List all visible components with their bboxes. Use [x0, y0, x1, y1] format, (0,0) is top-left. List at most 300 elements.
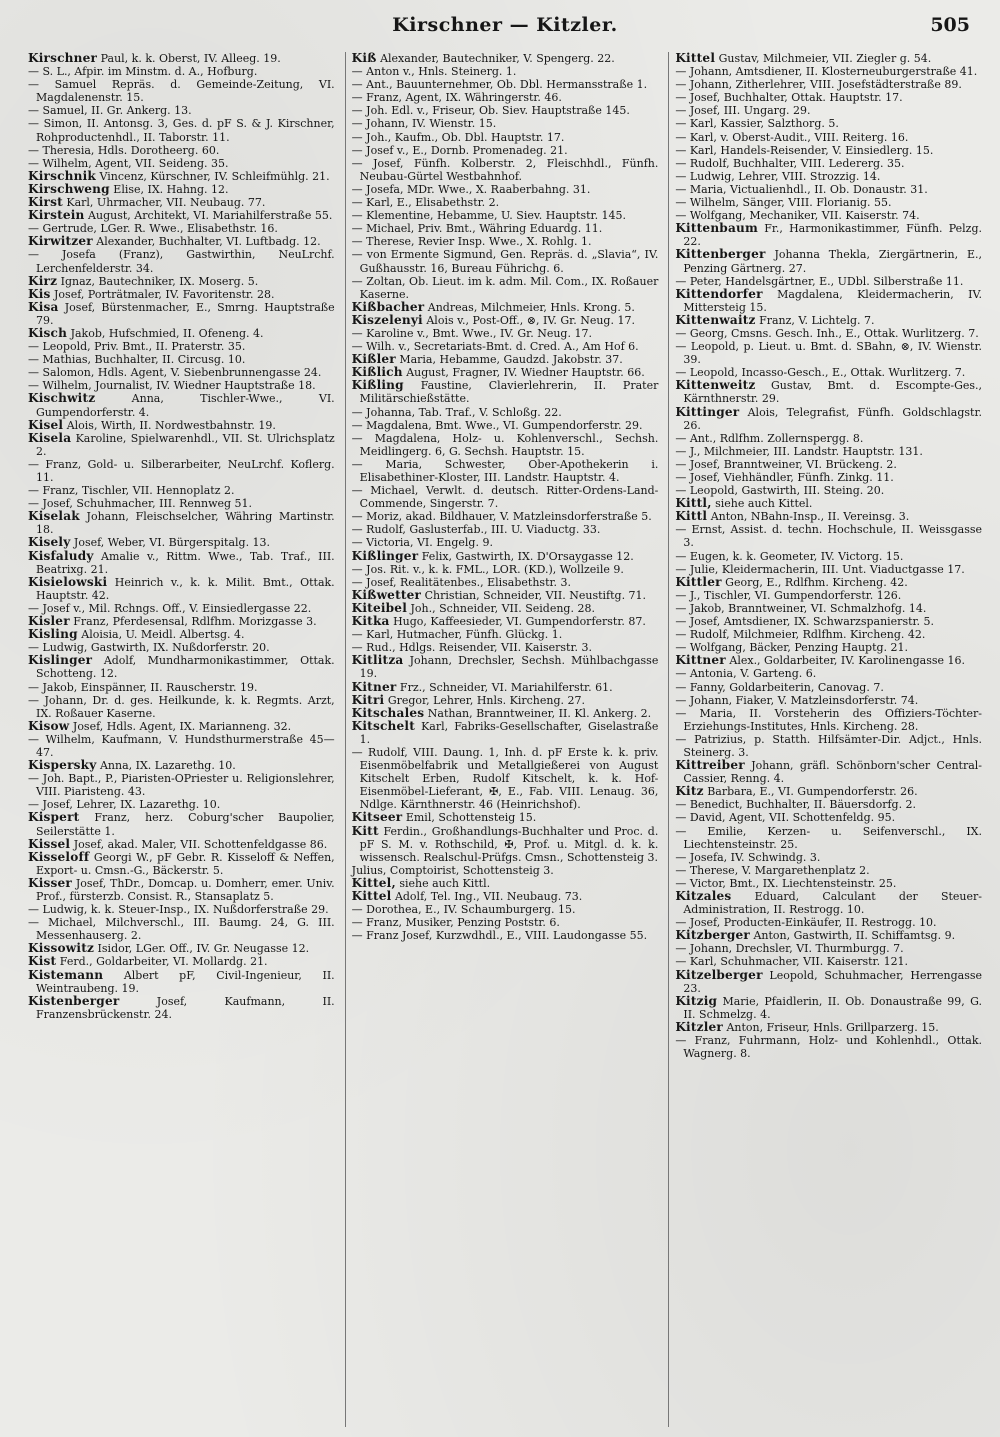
entry-surname: Kisfaludy — [28, 548, 94, 563]
directory-entry — [352, 746, 659, 811]
column-middle — [345, 52, 663, 1427]
entry-surname: Kiß — [351, 52, 377, 65]
entry-text: — Rudolf, Buchhalter, VIII. Ledererg. 35. — [675, 156, 905, 170]
entry-text: Maria, Hebamme, Gaudzd. Jakobstr. 37. — [395, 353, 623, 367]
entry-surname: Kitschales — [351, 705, 425, 720]
directory-entry — [675, 864, 982, 877]
entry-text: — Victor, Bmt., IX. Liechtensteinstr. 25. — [675, 876, 897, 890]
entry-text: — Karoline v., Bmt. Wwe., IV. Gr. Neug. 17. — [351, 326, 592, 340]
directory-entry — [352, 929, 659, 942]
directory-entry — [352, 419, 659, 432]
directory-entry — [675, 942, 982, 955]
entry-surname: Kisielowski — [28, 574, 108, 589]
entry-text: Emil, Schottensteig 15. — [402, 811, 537, 825]
entry-surname: Kirz — [28, 273, 58, 288]
entry-text: Johanna Thekla, Ziergärtnerin, E., Penzing Gärtnerg. 27. — [683, 248, 983, 275]
entry-text: — Wilhelm, Agent, VII. Seideng. 35. — [28, 156, 229, 170]
entry-text: Nathan, Branntweiner, II. Kl. Ankerg. 2. — [424, 706, 652, 720]
directory-entry — [675, 144, 982, 157]
entry-text: — Emilie, Kerzen- u. Seifenverschl., IX. Liechtensteinstr. 25. — [675, 824, 983, 851]
entry-text: — Victoria, VI. Engelg. 9. — [351, 536, 493, 550]
directory-entry — [352, 550, 659, 563]
directory-entry — [28, 733, 335, 759]
directory-entry — [28, 117, 335, 143]
directory-entry — [675, 222, 982, 248]
directory-entry — [28, 550, 335, 576]
directory-entry — [675, 694, 982, 707]
directory-entry — [352, 209, 659, 222]
entry-text: Josef, Hdls. Agent, IX. Marianneng. 32. — [69, 719, 292, 733]
entry-surname: Kirstein — [28, 208, 85, 223]
directory-entry — [352, 864, 659, 877]
directory-entry — [675, 170, 982, 183]
directory-entry — [28, 681, 335, 694]
entry-surname: Kittel — [351, 889, 392, 903]
entry-text: — Johann, Fiaker, V. Matzleinsdorferstr. 74. — [675, 693, 919, 707]
entry-text: — Ant., Bauunternehmer, Ob. Dbl. Hermansstraße 1. — [351, 78, 648, 92]
entry-surname: Kißwetter — [351, 587, 422, 602]
directory-entry — [675, 288, 982, 314]
entry-surname: Kißlinger — [351, 548, 419, 563]
directory-entry — [675, 969, 982, 995]
entry-text: — Franz, Musiker, Penzing Poststr. 6. — [351, 916, 560, 930]
directory-entry — [675, 602, 982, 615]
entry-text: — Josef, Buchhalter, Ottak. Hauptstr. 17. — [675, 91, 903, 105]
directory-entry — [675, 615, 982, 628]
entry-text: — Michael, Priv. Bmt., Währing Eduardg. 11. — [351, 222, 603, 236]
directory-entry — [352, 458, 659, 484]
entry-surname: Kisow — [28, 718, 70, 733]
directory-entry — [675, 825, 982, 851]
entry-text: — Antonia, V. Garteng. 6. — [675, 667, 817, 681]
entry-surname: Kirwitzer — [28, 234, 93, 249]
entry-text: Albert pF, Civil-Ingenieur, II. Weintraubeng. 19. — [36, 968, 335, 995]
entry-text: Josef, Bürstenmacher, E., Smrng. Hauptstraße 79. — [36, 300, 335, 327]
entry-text: Elise, IX. Hahng. 12. — [109, 182, 229, 196]
directory-entry — [675, 327, 982, 340]
entry-text: — Franz, Fuhrmann, Holz- und Kohlenhdl., Ottak. Wagnerg. 8. — [675, 1034, 983, 1061]
entry-text: — J., Tischler, VI. Gumpendorferstr. 126. — [675, 588, 902, 602]
directory-entry — [675, 510, 982, 523]
directory-entry — [675, 929, 982, 942]
entry-text: Alois v., Post-Off., ⊗, IV. Gr. Neug. 17. — [422, 313, 635, 327]
directory-entry — [675, 340, 982, 366]
entry-text: Barbara, E., VI. Gumpendorferstr. 26. — [703, 785, 918, 799]
entry-text: — Wilhelm, Journalist, IV. Wiedner Hauptstraße 18. — [28, 379, 316, 393]
directory-entry — [352, 681, 659, 694]
entry-text: August, Fragner, IV. Wiedner Hauptstr. 66. — [402, 366, 645, 380]
entry-surname: Kissowitz — [28, 941, 95, 956]
directory-entry — [352, 654, 659, 680]
entry-text: — Karl, v. Oberst-Audit., VIII. Reiterg. 16. — [675, 130, 909, 144]
directory-entry — [675, 851, 982, 864]
directory-entry — [675, 890, 982, 916]
entry-text: Karoline, Spielwarenhdl., VII. St. Ulrichsplatz 2. — [36, 431, 335, 458]
entry-surname: Kittreiber — [675, 758, 745, 773]
directory-entry — [352, 484, 659, 510]
entry-text: — Wolfgang, Mechaniker, VII. Kaiserstr. 74. — [675, 209, 920, 223]
entry-surname: Kittinger — [675, 404, 740, 419]
entry-text: — Ludwig, Lehrer, VIII. Strozzig. 14. — [675, 169, 881, 183]
entry-surname: Kisela — [28, 430, 72, 445]
entry-text: — Joh., Kaufm., Ob. Dbl. Hauptstr. 17. — [351, 130, 565, 144]
entry-surname: Kittenwaitz — [675, 312, 756, 327]
page-header — [30, 14, 980, 44]
entry-text: — Johann, Dr. d. ges. Heilkunde, k. k. Regmts. Arzt, IX. Roßauer Kaserne. — [28, 693, 335, 720]
entry-surname: Kirschner — [28, 52, 98, 65]
directory-entry — [675, 117, 982, 130]
entry-surname: Kist — [28, 954, 57, 969]
entry-text: Christian, Schneider, VII. Neustiftg. 71. — [421, 588, 647, 602]
entry-text: — Peter, Handelsgärtner, E., UDbl. Silberstraße 11. — [675, 274, 964, 288]
entry-text: — Anton v., Hnls. Steinerg. 1. — [351, 65, 517, 79]
entry-text: — Josef, III. Ungarg. 29. — [675, 104, 811, 118]
directory-entry — [675, 667, 982, 680]
entry-surname: Kißler — [351, 352, 396, 367]
entry-text: Anton, Gastwirth, II. Schiffamtsg. 9. — [749, 929, 956, 943]
directory-entry — [352, 406, 659, 419]
entry-text: Karl, Uhrmacher, VII. Neubaug. 77. — [62, 196, 266, 210]
entry-text: Leopold, Schuhmacher, Herrengasse 23. — [683, 968, 983, 995]
entry-text: — Josef, Branntweiner, VI. Brückeng. 2. — [675, 457, 897, 471]
entry-surname: Kistenberger — [28, 993, 120, 1008]
entry-surname: Kispert — [28, 810, 80, 825]
directory-entry — [675, 406, 982, 432]
entry-text: — Franz, Agent, IX. Währingerstr. 46. — [351, 91, 562, 105]
entry-text: — Karl, Kassier, Salzthorg. 5. — [675, 117, 839, 131]
entry-text: Fr., Harmonikastimmer, Fünfh. Pelzg. 22. — [683, 222, 983, 249]
entry-text: Heinrich v., k. k. Milit. Bmt., Ottak. Hauptstr. 42. — [36, 575, 335, 602]
entry-text: Vincenz, Kürschner, IV. Schleifmühlg. 21. — [96, 169, 330, 183]
entry-surname: Kisel — [28, 417, 64, 432]
directory-entry — [675, 104, 982, 117]
directory-entry — [28, 903, 335, 916]
directory-entry — [675, 523, 982, 549]
directory-entry — [675, 248, 982, 274]
entry-text: — Josef, Realitätenbes., Elisabethstr. 3. — [351, 575, 572, 589]
entry-text: — Leopold, Incasso-Gesch., E., Ottak. Wurlitzerg. 7. — [675, 366, 966, 380]
entry-text: Aloisia, U. Meidl. Albertsg. 4. — [77, 628, 245, 642]
entry-text: — Joh. Edl. v., Friseur, Ob. Siev. Hauptstraße 145. — [351, 104, 630, 118]
entry-text: — Gertrude, LGer. R. Wwe., Elisabethstr. 16. — [28, 222, 278, 236]
directory-entry — [675, 681, 982, 694]
entry-text: Isidor, LGer. Off., IV. Gr. Neugasse 12. — [94, 942, 310, 956]
directory-entry — [28, 419, 335, 432]
entry-text: — Johann, IV. Wienstr. 15. — [351, 117, 497, 131]
entry-text: — Eugen, k. k. Geometer, IV. Victorg. 15. — [675, 549, 904, 563]
entry-surname: Kirst — [28, 195, 63, 210]
directory-entry — [675, 52, 982, 65]
directory-entry — [352, 222, 659, 235]
entry-text: — Josef, Producten-Einkäufer, II. Restrogg. 10. — [675, 916, 937, 930]
directory-entry — [352, 890, 659, 903]
directory-entry — [352, 523, 659, 536]
entry-surname: Kitlitza — [351, 653, 404, 668]
entry-surname: Kittel, — [351, 875, 396, 890]
entry-text: Marie, Pfaidlerin, II. Ob. Donaustraße 99, G. II. Schmelzg. 4. — [683, 994, 983, 1021]
directory-entry — [675, 811, 982, 824]
entry-text: — Johann, Drechsler, VI. Thurmburgg. 7. — [675, 942, 904, 956]
entry-surname: Kisely — [28, 535, 71, 550]
entry-text: Paul, k. k. Oberst, IV. Alleeg. 19. — [97, 52, 281, 65]
entry-text: Franz, V. Lichtelg. 7. — [755, 313, 875, 327]
directory-entry — [352, 327, 659, 340]
entry-surname: Kittl, — [675, 496, 712, 511]
directory-entry — [28, 327, 335, 340]
directory-entry — [352, 379, 659, 405]
directory-entry — [675, 91, 982, 104]
entry-surname: Kittenweitz — [675, 378, 756, 393]
entry-text: — Jakob, Einspänner, II. Rauscherstr. 19. — [28, 680, 258, 694]
entry-surname: Kissel — [28, 836, 71, 851]
entry-surname: Kittendorfer — [675, 286, 763, 301]
directory-entry — [675, 1034, 982, 1060]
entry-text: Franz, herz. Coburg'scher Baupolier, Seilerstätte 1. — [36, 811, 335, 838]
directory-entry — [352, 248, 659, 274]
page-number: 505 — [930, 14, 970, 36]
entry-text: Faustine, Clavierlehrerin, II. Prater Militärschießstätte. — [359, 379, 659, 406]
entry-text: — Josefa (Franz), Gastwirthin, NeuLrchf. Lerchenfelderstr. 34. — [28, 248, 335, 275]
directory-entry — [675, 654, 982, 667]
directory-entry — [352, 65, 659, 78]
directory-entry — [675, 183, 982, 196]
directory-entry — [352, 52, 659, 65]
entry-text: Joh., Schneider, VII. Seideng. 28. — [407, 601, 595, 615]
entry-text: — Josef, Viehhändler, Fünfh. Zinkg. 11. — [675, 471, 894, 484]
directory-entry — [675, 589, 982, 602]
directory-entry — [28, 235, 335, 248]
directory-entry — [28, 484, 335, 497]
entry-text: Andreas, Milchmeier, Hnls. Krong. 5. — [424, 300, 635, 314]
entry-surname: Kitzberger — [675, 928, 750, 943]
entry-text: — Ernst, Assist. d. techn. Hochschule, II. Weissgasse 3. — [675, 523, 983, 550]
directory-entry — [675, 484, 982, 497]
entry-surname: Kitzales — [675, 889, 732, 903]
directory-entry — [352, 117, 659, 130]
entry-text: — Franz Josef, Kurzwdhdl., E., VIII. Laudongasse 55. — [351, 929, 648, 943]
column-left — [28, 52, 339, 1427]
entry-text: Jakob, Hufschmied, II. Ofeneng. 4. — [67, 326, 264, 340]
entry-text: Josef, Porträtmaler, IV. Favoritenstr. 28. — [50, 287, 275, 301]
entry-surname: Kisseloff — [28, 849, 90, 864]
directory-entry — [352, 510, 659, 523]
directory-entry — [675, 458, 982, 471]
directory-columns — [28, 52, 986, 1427]
entry-surname: Kitzelberger — [675, 967, 763, 982]
column-right — [668, 52, 986, 1427]
directory-entry — [675, 314, 982, 327]
directory-entry — [352, 811, 659, 824]
entry-text: — Franz, Tischler, VII. Hennoplatz 2. — [28, 484, 235, 498]
directory-entry — [28, 392, 335, 418]
directory-entry — [352, 144, 659, 157]
directory-entry — [352, 340, 659, 353]
directory-entry — [675, 432, 982, 445]
entry-text: — Ludwig, k. k. Steuer-Insp., IX. Nußdorferstraße 29. — [28, 903, 329, 917]
directory-entry — [28, 458, 335, 484]
entry-surname: Kittl — [675, 509, 708, 524]
entry-surname: Kitzler — [675, 1019, 723, 1034]
directory-entry — [28, 654, 335, 680]
directory-entry — [28, 104, 335, 117]
directory-entry — [675, 78, 982, 91]
entry-surname: Kisling — [28, 627, 78, 642]
directory-entry — [675, 576, 982, 589]
entry-text: — Josef, Fünfh. Kolberstr. 2, Fleischhdl., Fünfh. Neubau-Gürtel Westbahnhof. — [351, 156, 659, 183]
directory-entry — [28, 340, 335, 353]
entry-surname: Kisler — [28, 614, 70, 629]
directory-entry — [28, 851, 335, 877]
entry-text: — Wilhelm, Sänger, VIII. Florianig. 55. — [675, 196, 892, 210]
directory-entry — [28, 628, 335, 641]
entry-text: — Moriz, akad. Bildhauer, V. Matzleinsdorferstraße 5. — [351, 510, 652, 524]
entry-text: — Leopold, p. Lieut. u. Bmt. d. SBahn, ⊗, IV. Wienstr. 39. — [675, 340, 983, 367]
entry-surname: Kißlich — [351, 365, 403, 380]
entry-text: — Johanna, Tab. Traf., V. Schloßg. 22. — [351, 405, 562, 419]
directory-entry — [352, 196, 659, 209]
directory-entry — [28, 248, 335, 274]
entry-text: Ignaz, Bautechniker, IX. Moserg. 5. — [57, 274, 259, 288]
directory-entry — [28, 995, 335, 1021]
directory-entry — [28, 275, 335, 288]
directory-entry — [28, 694, 335, 720]
directory-entry — [28, 52, 335, 65]
entry-text: Anton, NBahn-Insp., II. Vereinsg. 3. — [707, 510, 910, 524]
entry-text: — Rudolf, Gaslusterfab., III. U. Viaductg. 33. — [351, 523, 601, 537]
entry-text: Josef, ThDr., Domcap. u. Domherr, emer. Univ. Prof., fürsterzb. Consist. R., Stansaplatz 5. — [36, 876, 335, 903]
directory-entry — [675, 157, 982, 170]
directory-entry — [675, 471, 982, 484]
entry-surname: Kitseer — [351, 810, 403, 825]
entry-text: — David, Agent, VII. Schottenfeldg. 95. — [675, 811, 896, 825]
entry-surname: Kittenberger — [675, 247, 766, 262]
directory-entry — [352, 104, 659, 117]
directory-entry — [28, 144, 335, 157]
entry-text: — Leopold, Gastwirth, III. Steing. 20. — [675, 484, 885, 498]
entry-text: Josef, Kaufmann, II. Franzensbrückenstr. 24. — [36, 994, 335, 1021]
entry-text: — Maria, Victualienhdl., II. Ob. Donaustr. 31. — [675, 182, 928, 196]
entry-text: — Mathias, Buchhalter, II. Circusg. 10. — [28, 353, 246, 367]
directory-entry — [675, 196, 982, 209]
entry-text: — Michael, Verwlt. d. deutsch. Ritter-Ordens-Land-Commende, Singerstr. 7. — [351, 484, 659, 511]
directory-entry — [675, 550, 982, 563]
entry-text: Frz., Schneider, VI. Mariahilferstr. 61. — [396, 680, 613, 694]
entry-text: — Karl, Handels-Reisender, V. Einsiedlerg. 15. — [675, 143, 934, 157]
entry-surname: Kitri — [351, 692, 385, 707]
entry-text: — Josefa, MDr. Wwe., X. Raaberbahng. 31. — [351, 182, 591, 196]
directory-entry — [675, 445, 982, 458]
directory-entry — [352, 825, 659, 864]
entry-text: Alois, Telegrafist, Fünfh. Goldschlagstr. 26. — [683, 405, 983, 432]
directory-entry — [28, 759, 335, 772]
page-title: Kirschner — Kitzler. — [392, 14, 618, 36]
entry-text: August, Architekt, VI. Mariahilferstraße 55. — [84, 209, 333, 223]
entry-text: — Therese, V. Margarethenplatz 2. — [675, 863, 870, 877]
directory-entry — [28, 65, 335, 78]
directory-entry — [28, 78, 335, 104]
entry-text: siehe auch Kittl. — [395, 876, 491, 890]
entry-text: — Fanny, Goldarbeiterin, Canovag. 7. — [675, 680, 884, 694]
entry-text: — Ludwig, Gastwirth, IX. Nußdorferstr. 20. — [28, 641, 270, 655]
directory-entry — [28, 602, 335, 615]
entry-surname: Kittel — [675, 52, 716, 65]
directory-entry — [352, 903, 659, 916]
entry-text: Alex., Goldarbeiter, IV. Karolinengasse 16. — [725, 654, 966, 668]
directory-entry — [28, 183, 335, 196]
entry-text: Eduard, Calculant der Steuer-Administration, II. Restrogg. 10. — [683, 890, 983, 917]
entry-text: — Patrizius, p. Statth. Hilfsämter-Dir. Adjct., Hnls. Steinerg. 3. — [675, 732, 983, 759]
directory-entry — [352, 314, 659, 327]
entry-text: — Leopold, Priv. Bmt., II. Praterstr. 35. — [28, 340, 246, 354]
entry-text: Gustav, Bmt. d. Escompte-Ges., Kärnthnerstr. 29. — [683, 379, 983, 406]
directory-entry — [352, 615, 659, 628]
directory-entry — [675, 733, 982, 759]
entry-text: — Magdalena, Bmt. Wwe., VI. Gumpendorferstr. 29. — [351, 418, 643, 432]
entry-text: — Josef v., E., Dornb. Promenadeg. 21. — [351, 143, 568, 157]
directory-entry — [352, 275, 659, 301]
entry-text: Julius, Comptoirist, Schottensteig 3. — [351, 863, 554, 877]
entry-surname: Kisser — [28, 875, 72, 890]
entry-text: Ferdin., Großhandlungs-Buchhalter und Proc. d. pF S. M. v. Rothschild, ✠, Prof. u. Mitgl. d. k. k. wissensch. Realschul-Prüfgs. Cmsn., Schottensteig 3. — [359, 824, 659, 864]
entry-text: Georg, E., Rdlfhm. Kircheng. 42. — [721, 575, 908, 589]
directory-entry — [675, 379, 982, 405]
entry-text: — Josef v., Mil. Rchngs. Off., V. Einsiedlergasse 22. — [28, 601, 312, 615]
entry-text: Gregor, Lehrer, Hnls. Kircheng. 27. — [384, 693, 586, 707]
entry-text: — Julie, Kleidermacherin, III. Unt. Viaductgasse 17. — [675, 562, 965, 576]
entry-text: — Klementine, Hebamme, U. Siev. Hauptstr. 145. — [351, 209, 627, 223]
entry-surname: Kistemann — [28, 967, 104, 982]
entry-surname: Kispersky — [28, 758, 97, 773]
directory-entry — [352, 235, 659, 248]
entry-text: — Johann, Amtsdiener, II. Klosterneuburgerstraße 41. — [675, 65, 978, 79]
directory-entry — [675, 798, 982, 811]
entry-text: — Jakob, Branntweiner, VI. Schmalzhofg. 14. — [675, 601, 927, 615]
directory-entry — [675, 707, 982, 733]
entry-text: — Samuel Repräs. d. Gemeinde-Zeitung, VI. Magdalenenstr. 15. — [28, 78, 335, 105]
entry-text: — Karl, Schuhmacher, VII. Kaiserstr. 121. — [675, 955, 909, 969]
directory-entry — [352, 720, 659, 746]
entry-text: — Josef, Lehrer, IX. Lazarethg. 10. — [28, 798, 221, 812]
entry-text: — S. L., Afpir. im Minstm. d. A., Hofburg. — [28, 65, 258, 79]
directory-entry — [352, 563, 659, 576]
entry-text: — von Ermente Sigmund, Gen. Repräs. d. „Slavia“, IV. Gußhausstr. 16, Bureau Führichg. 6. — [351, 248, 659, 275]
entry-text: Anna, IX. Lazarethg. 10. — [96, 759, 236, 773]
entry-surname: Kislinger — [28, 653, 93, 668]
entry-text: — Rudolf, Milchmeier, Rdlfhm. Kircheng. 42. — [675, 628, 926, 642]
directory-entry — [352, 916, 659, 929]
entry-text: — Benedict, Buchhalter, II. Bäuersdorfg. 2. — [675, 798, 917, 812]
entry-text: — Karl, Hutmacher, Fünfh. Glückg. 1. — [351, 628, 563, 642]
entry-text: Hugo, Kaffeesieder, VI. Gumpendorferstr. 87. — [389, 615, 646, 629]
entry-text: Alexander, Buchhalter, VI. Luftbadg. 12. — [92, 235, 321, 249]
entry-text: — Rudolf, VIII. Daung. 1, Inh. d. pF Erste k. k. priv. Eisenmöbelfabrik und Metallgießerei von August Kitschelt Erben, Rudolf Kitschelt, k. k. Hof-Eisenmöbel-Lieferant, ✠, E., Fab. VIII. Lenaug. 36, Ndlge. Kärnthnerstr. 46 (Heinrichshof). — [351, 745, 659, 812]
entry-surname: Kisch — [28, 325, 68, 340]
entry-text: — Simon, II. Antonsg. 3, Ges. d. pF S. & J. Kirschner, Rohproductenhdl., II. Taborstr. 11. — [28, 117, 335, 144]
entry-text: — Salomon, Hdls. Agent, V. Siebenbrunnengasse 24. — [28, 366, 322, 380]
directory-entry — [352, 157, 659, 183]
entry-text: — Rud., Hdlgs. Reisender, VII. Kaiserstr. 3. — [351, 641, 592, 655]
directory-entry — [675, 131, 982, 144]
entry-text: Alois, Wirth, II. Nordwestbahnstr. 19. — [63, 418, 276, 432]
entry-surname: Kißbacher — [351, 299, 425, 314]
entry-text: — Josef, Amtsdiener, IX. Schwarzspanierstr. 5. — [675, 615, 935, 629]
entry-surname: Kiteibel — [351, 600, 407, 615]
entry-text: — Jos. Rit. v., k. k. FML., LOR. (KD.), Wollzeile 9. — [351, 562, 624, 576]
entry-surname: Kirschweng — [28, 181, 110, 196]
directory-entry — [28, 301, 335, 327]
entry-text: — Josefa, IV. Schwindg. 3. — [675, 850, 821, 864]
entry-surname: Kisa — [28, 299, 59, 314]
